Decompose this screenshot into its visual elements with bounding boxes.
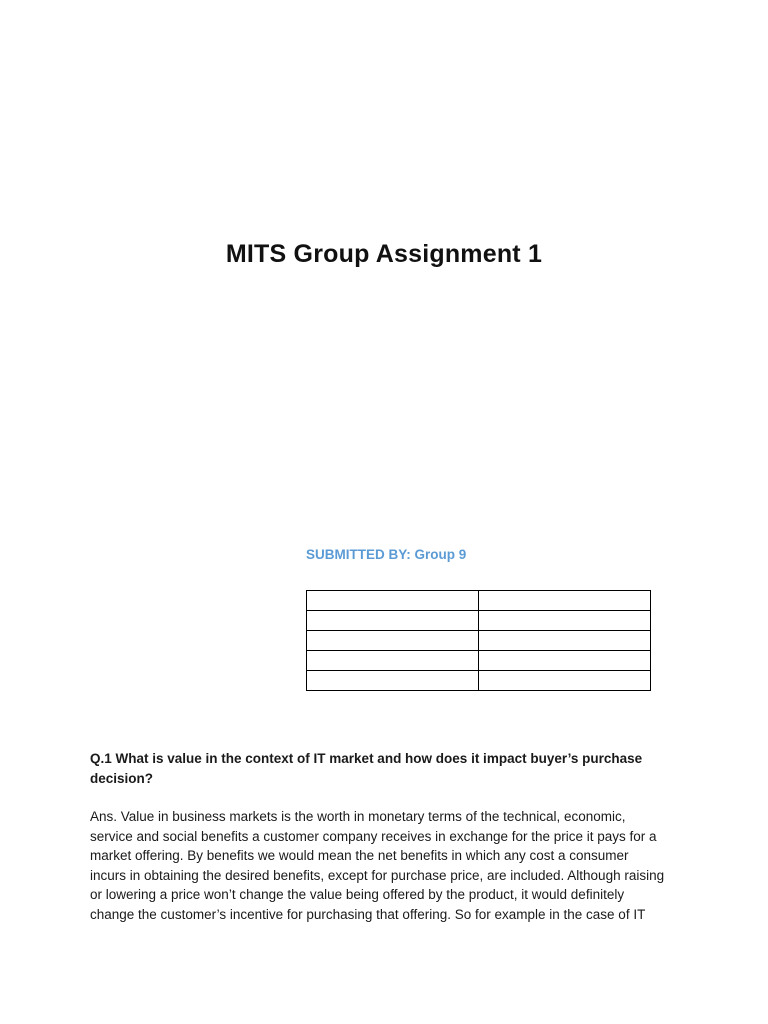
answer-line: or lowering a price won’t change the value being offered by the product, it would definitely <box>90 887 625 903</box>
group-members-table <box>306 590 651 691</box>
answer-line: service and social benefits a customer company receives in exchange for the price it pays for a <box>90 828 657 844</box>
table-cell <box>479 611 651 631</box>
question-heading <box>90 749 680 789</box>
table-cell <box>307 631 479 651</box>
submitted-by-heading: SUBMITTED BY: Group 9 <box>306 547 467 562</box>
answer-line: market offering. By benefits we would mean the net benefits in which any cost a consumer <box>90 848 629 864</box>
table-row <box>307 671 651 691</box>
question-line: decision? <box>90 771 154 786</box>
table-cell <box>307 671 479 691</box>
answer-paragraph <box>90 807 690 925</box>
table-cell <box>307 591 479 611</box>
answer-line: incurs in obtaining the desired benefits, except for purchase price, are included. Although raising <box>90 867 665 883</box>
table-row <box>307 611 651 631</box>
table-row <box>307 651 651 671</box>
answer-line: change the customer’s incentive for purchasing that offering. So for example in the case of IT <box>90 906 646 922</box>
table-cell <box>479 651 651 671</box>
question-line: Q.1 What is value in the context of IT market and how does it impact buyer’s purchase <box>90 751 643 766</box>
table-row <box>307 631 651 651</box>
answer-line: Ans. Value in business markets is the worth in monetary terms of the technical, economic, <box>90 809 626 824</box>
table-cell <box>479 631 651 651</box>
table-cell <box>479 591 651 611</box>
table-cell <box>307 611 479 631</box>
table-cell <box>479 671 651 691</box>
document-title: MITS Group Assignment 1 <box>225 240 543 268</box>
table-row <box>307 591 651 611</box>
table-cell <box>307 651 479 671</box>
